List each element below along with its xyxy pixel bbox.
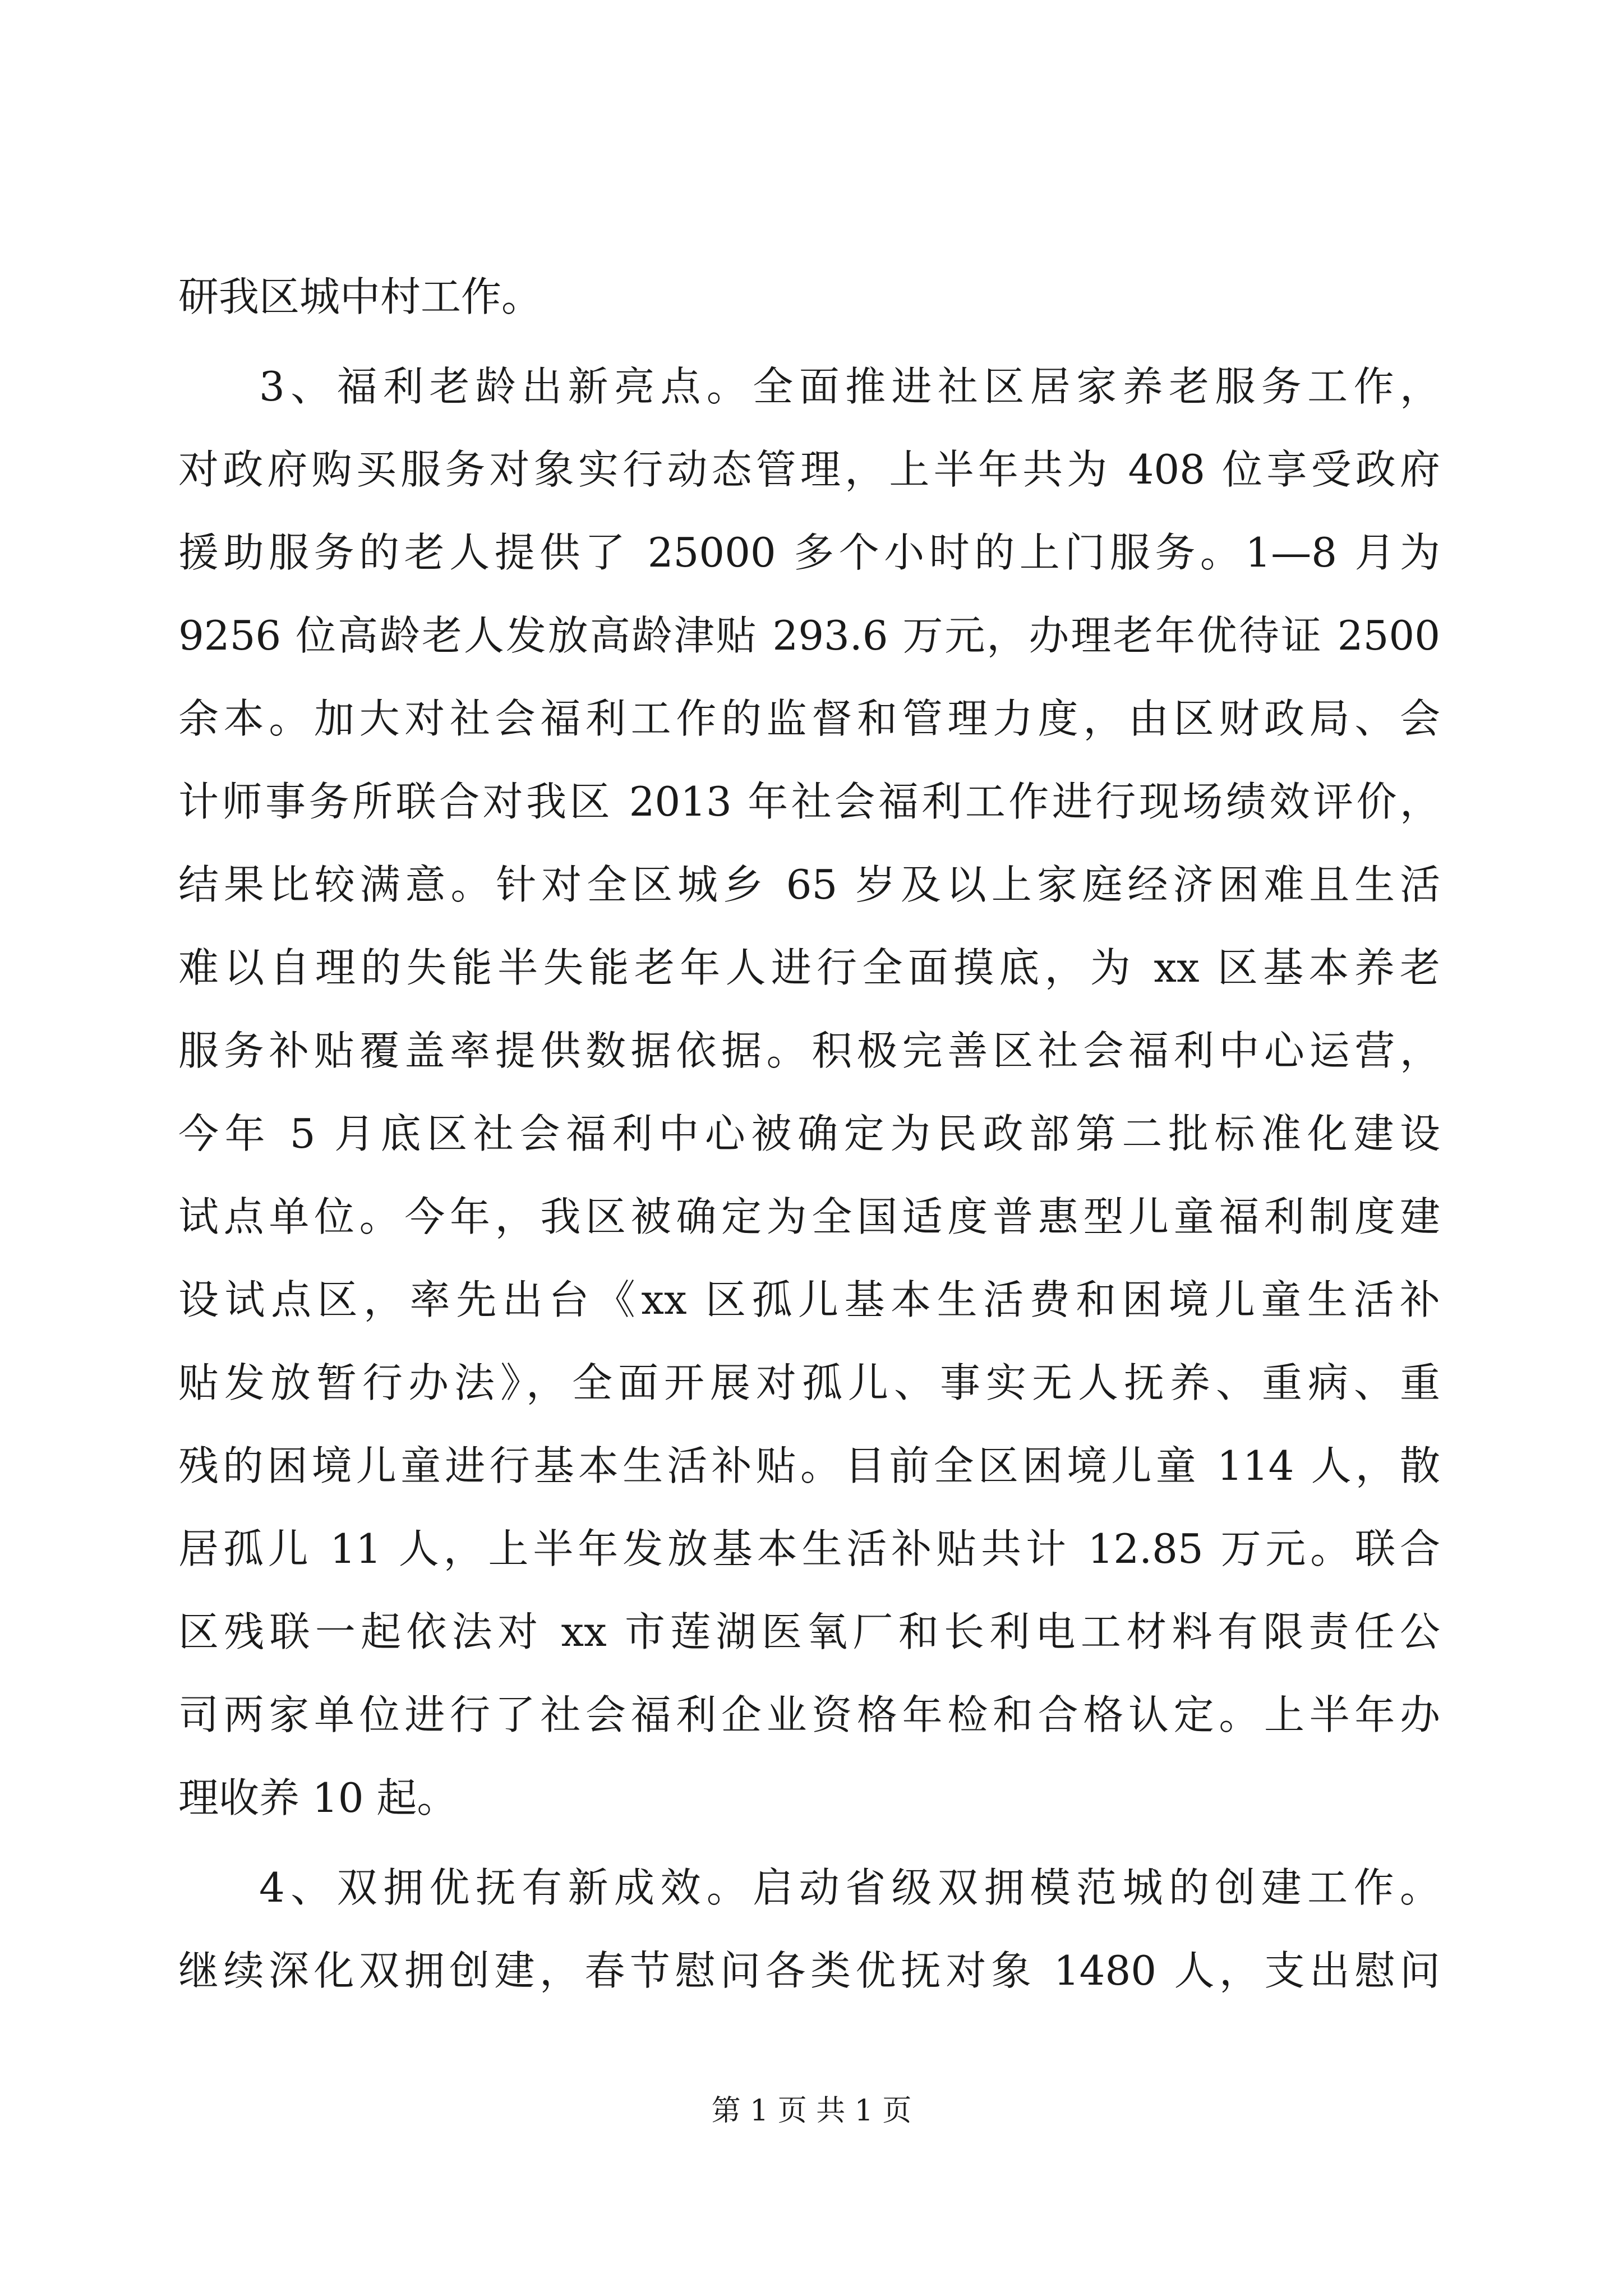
text-line: 设试点区，率先出台《xx 区孤儿基本生活费和困境儿童生活补	[178, 1276, 1440, 1323]
paragraph	[178, 345, 1440, 1839]
text-line: 研我区城中村工作。	[178, 273, 542, 320]
paragraph	[178, 1846, 1440, 2012]
text-line: 9256 位高龄老人发放高龄津贴 293.6 万元，办理老年优待证 2500	[178, 612, 1440, 659]
text-line: 理收养 10 起。	[178, 1774, 458, 1821]
text-line: 司两家单位进行了社会福利企业资格年检和合格认定。上半年办	[178, 1691, 1440, 1738]
page-footer: 第 1 页 共 1 页	[711, 2094, 912, 2128]
text-line: 服务补贴覆盖率提供数据依据。积极完善区社会福利中心运营，	[178, 1027, 1440, 1074]
text-line: 继续深化双拥创建，春节慰问各类优抚对象 1480 人，支出慰问	[178, 1947, 1440, 1994]
text-line: 试点单位。今年，我区被确定为全国适度普惠型儿童福利制度建	[178, 1193, 1440, 1240]
text-line: 结果比较满意。针对全区城乡 65 岁及以上家庭经济困难且生活	[178, 861, 1440, 908]
text-line: 计师事务所联合对我区 2013 年社会福利工作进行现场绩效评价，	[178, 778, 1440, 825]
text-line: 4、双拥优抚有新成效。启动省级双拥模范城的创建工作。	[259, 1864, 1440, 1911]
text-line: 对政府购买服务对象实行动态管理，上半年共为 408 位享受政府	[178, 446, 1440, 493]
text-line: 今年 5 月底区社会福利中心被确定为民政部第二批标准化建设	[178, 1110, 1440, 1157]
text-line: 残的困境儿童进行基本生活补贴。目前全区困境儿童 114 人，散	[178, 1442, 1440, 1489]
body-text	[178, 255, 1440, 2012]
text-line: 贴发放暂行办法》，全面开展对孤儿、事实无人抚养、重病、重	[178, 1359, 1440, 1406]
paragraph	[178, 255, 1440, 338]
text-line: 居孤儿 11 人，上半年发放基本生活补贴共计 12.85 万元。联合	[178, 1525, 1440, 1572]
text-line: 援助服务的老人提供了 25000 多个小时的上门服务。1—8 月为	[178, 529, 1440, 576]
text-line: 余本。加大对社会福利工作的监督和管理力度，由区财政局、会	[178, 695, 1440, 742]
text-line: 难以自理的失能半失能老年人进行全面摸底，为 xx 区基本养老	[178, 944, 1440, 991]
text-line: 区残联一起依法对 xx 市莲湖医氧厂和长利电工材料有限责任公	[178, 1608, 1440, 1655]
text-line: 3、福利老龄出新亮点。全面推进社区居家养老服务工作，	[259, 363, 1440, 410]
